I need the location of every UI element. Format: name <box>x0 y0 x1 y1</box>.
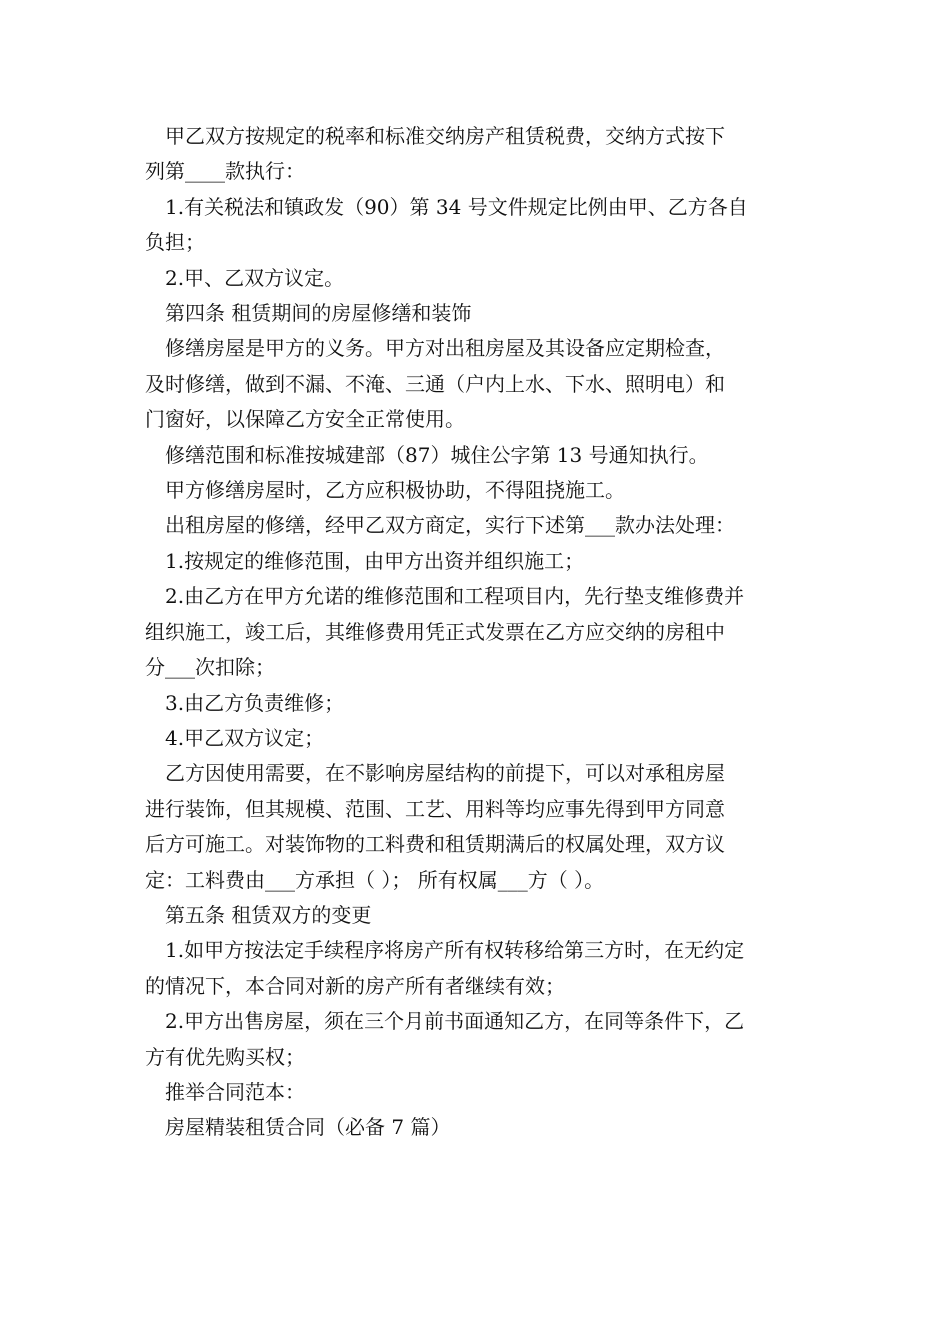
text-line: 3.由乙方负责维修； <box>165 690 345 715</box>
text-line: 1.有关税法和镇政发（90）第 34 号文件规定比例由甲、乙方各自 <box>165 194 748 219</box>
text-line: 修缮范围和标准按城建部（87）城住公字第 13 号通知执行。 <box>165 442 709 467</box>
text-line: 1.按规定的维修范围，由甲方出资并组织施工； <box>165 548 585 573</box>
text-line: 出租房屋的修缮，经甲乙双方商定，实行下述第___款办法处理： <box>165 513 735 538</box>
text-line: 乙方因使用需要，在不影响房屋结构的前提下，可以对承租房屋 <box>165 761 725 786</box>
text-line: 负担； <box>145 230 205 255</box>
text-line: 甲方修缮房屋时，乙方应积极协助，不得阻挠施工。 <box>165 478 625 503</box>
text-line: 4.甲乙双方议定； <box>165 725 325 750</box>
section-heading: 第四条 租赁期间的房屋修缮和装饰 <box>165 301 472 326</box>
text-line: 后方可施工。对装饰物的工料费和租赁期满后的权属处理，双方议 <box>145 832 725 857</box>
text-line: 房屋精装租赁合同（必备 7 篇） <box>165 1115 451 1140</box>
text-line: 方有优先购买权； <box>145 1044 305 1069</box>
text-line: 推举合同范本： <box>165 1079 305 1104</box>
document-body <box>145 119 810 1146</box>
text-line: 修缮房屋是甲方的义务。甲方对出租房屋及其设备应定期检查， <box>165 336 725 361</box>
text-line: 进行装饰，但其规模、范围、工艺、用料等均应事先得到甲方同意 <box>145 796 725 821</box>
text-line: 2.甲、乙双方议定。 <box>165 265 345 290</box>
section-heading: 第五条 租赁双方的变更 <box>165 902 372 927</box>
text-line: 1.如甲方按法定手续程序将房产所有权转移给第三方时，在无约定 <box>165 938 745 963</box>
text-line: 组织施工，竣工后，其维修费用凭正式发票在乙方应交纳的房租中 <box>145 619 725 644</box>
text-line: 定：工料费由___方承担（ ）； 所有权属___方（ ）。 <box>145 867 605 892</box>
text-line: 列第____款执行： <box>145 159 305 184</box>
text-line: 2.由乙方在甲方允诺的维修范围和工程项目内，先行垫支维修费并 <box>165 584 745 609</box>
text-line: 的情况下，本合同对新的房产所有者继续有效； <box>145 973 565 998</box>
text-line: 2.甲方出售房屋，须在三个月前书面通知乙方，在同等条件下，乙 <box>165 1009 745 1034</box>
text-line: 及时修缮，做到不漏、不淹、三通（户内上水、下水、照明电）和 <box>145 371 725 396</box>
text-line: 分___次扣除； <box>145 655 275 680</box>
text-line: 甲乙双方按规定的税率和标准交纳房产租赁税费，交纳方式按下 <box>165 124 725 148</box>
text-line: 门窗好，以保障乙方安全正常使用。 <box>145 407 465 432</box>
